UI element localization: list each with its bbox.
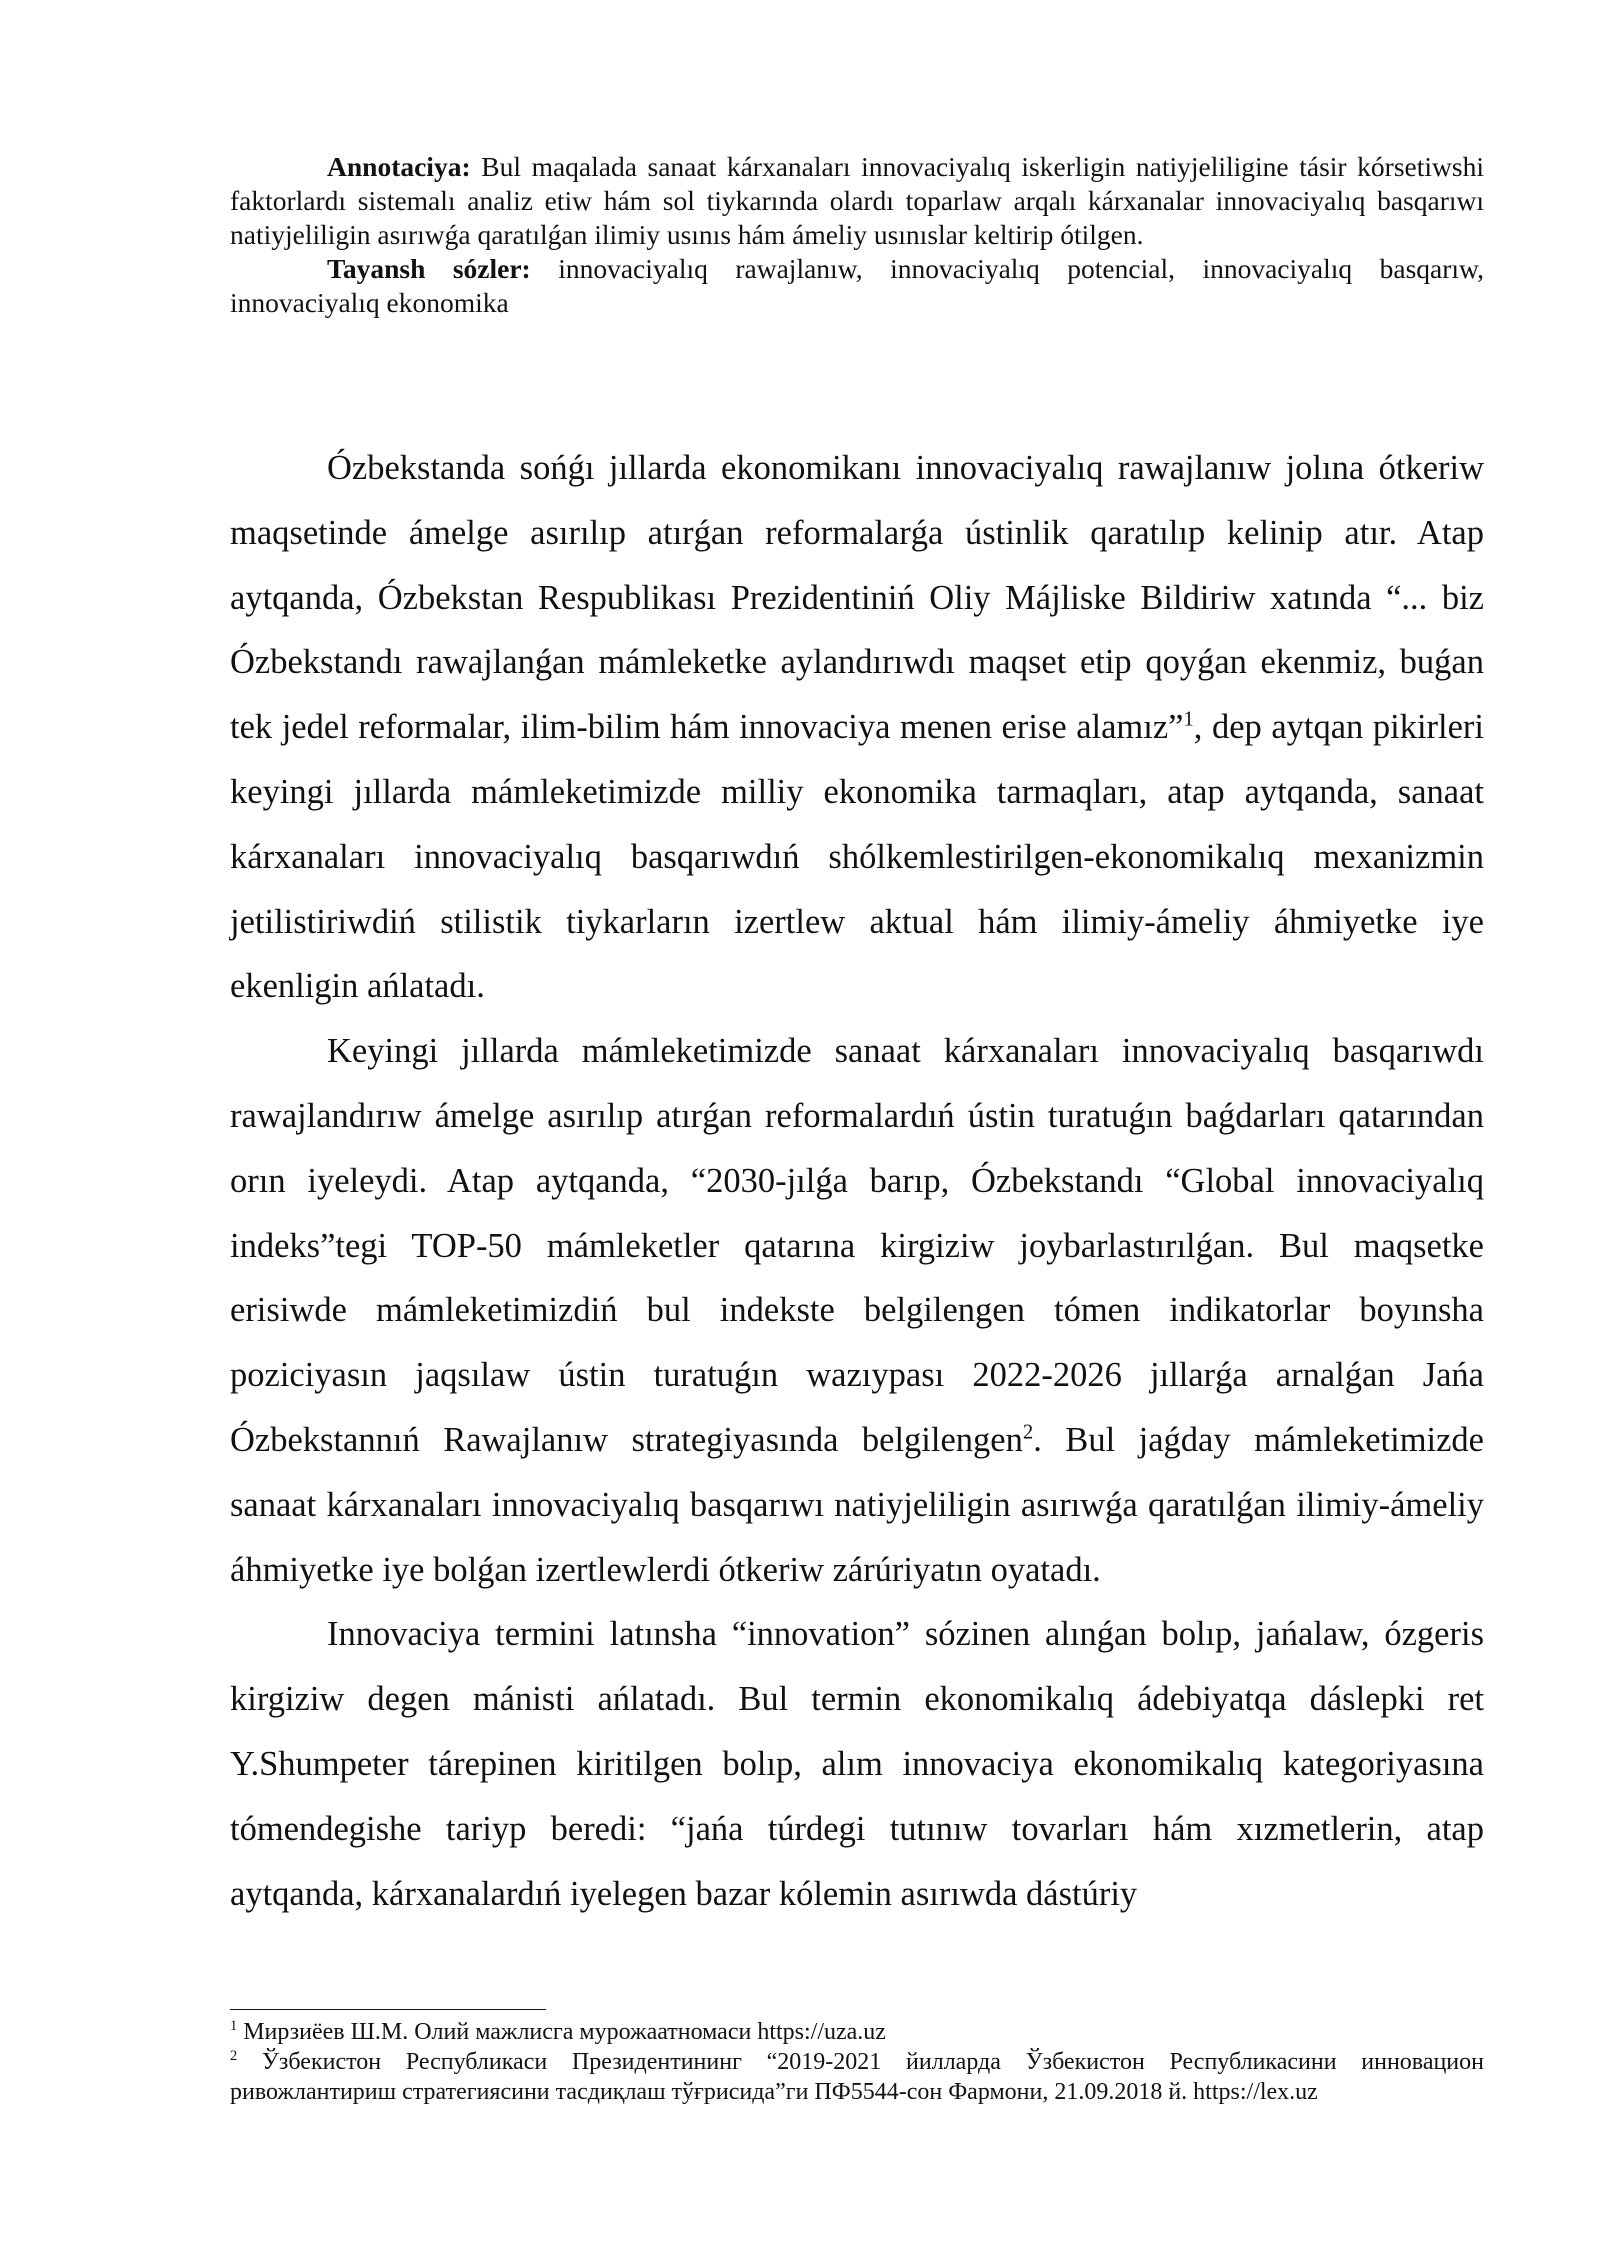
footnote-2 xyxy=(230,2047,1484,2107)
keywords-text: innovaciyalıq rawajlanıw, innovaciyalıq potencial, innovaciyalıq basqarıw, innovaciyalıq ekonomika xyxy=(230,253,1484,318)
main-body xyxy=(230,436,1484,1926)
body-paragraph-3 xyxy=(230,1602,1484,1926)
footnote-ref-1: 1 xyxy=(1183,708,1194,731)
body-paragraph-1-text-a: Ózbekstanda sońǵı jıllarda ekonomikanı innovaciyalıq rawajlanıw jolına ótkeriw maqsetinde ámelge asırılıp atırǵan reformalarǵa ústinlik qaratılıp kelinip atır. Atap aytqanda, Ózbekstan Respublikası Prezidentiniń Oliy Májliske Bildiriw xatında “... biz Ózbekstandı rawajlanǵan mámleketke aylandırıwdı maqset etip qoyǵan ekenmiz, buǵan tek jedel reformalar, ilim-bilim hám innovaciya menen erise alamız” xyxy=(230,449,1484,747)
footnotes-section xyxy=(230,2017,1484,2107)
abstract-section xyxy=(230,150,1484,320)
annotation-paragraph xyxy=(230,150,1484,252)
keywords-paragraph xyxy=(230,252,1484,320)
footnote-separator xyxy=(230,2009,546,2010)
footnote-1 xyxy=(230,2017,1484,2047)
keywords-label: Tayansh sózler: xyxy=(327,253,531,284)
footnote-2-number: 2 xyxy=(230,2048,238,2064)
body-paragraph-3-text: Innovaciya termini latınsha “innovation” sózinen alınǵan bolıp, jańalaw, ózgeris kirgiziw degen mánisti ańlatadı. Bul termin ekonomikalıq ádebiyatqa dáslepki ret Y.Shumpeter tárepinen kiritilgen bolıp, alım innovaciya ekonomikalıq kategoriyasına tómendegishe tariyp beredi: “jańa túrdegi tutınıw tovarları hám xızmetlerin, atap aytqanda, kárxanalardıń iyelegen bazar kólemin asırıwda dástúriy xyxy=(230,1615,1484,1913)
body-paragraph-1 xyxy=(230,436,1484,1019)
footnote-1-number: 1 xyxy=(230,2018,238,2034)
body-paragraph-2 xyxy=(230,1019,1484,1602)
footnote-2-text: Ўзбекистон Республикаси Президентининг “2019-2021 йилларда Ўзбекистон Республикасини инновацион ривожлантириш стратегиясини тасдиқлаш тўғрисида”ги ПФ5544-сон Фармони, 21.09.2018 й. https://lex.uz xyxy=(230,2049,1484,2105)
footnote-ref-2: 2 xyxy=(1022,1421,1034,1444)
body-paragraph-2-text-b: . Bul jaǵday mámleketimizde sanaat kárxanaları innovaciyalıq basqarıwı natiyjeliligin asırıwǵa qaratılǵan ilimiy-ámeliy áhmiyetke iye bolǵan izertlewlerdi ótkeriw zárúriyatın oyatadı. xyxy=(230,1420,1484,1589)
body-paragraph-1-text-b: , dep aytqan pikirleri keyingi jıllarda mámleketimizde milliy ekonomika tarmaqları, atap aytqanda, sanaat kárxanaları innovaciyalıq basqarıwdıń shólkemlestirilgen-ekonomikalıq mexanizmin jetilistiriwdiń stilistik tiykarların izertlew aktual hám ilimiy-ámeliy áhmiyetke iye ekenligin ańlatadı. xyxy=(230,708,1484,1006)
annotation-label: Annotaciya: xyxy=(327,151,471,182)
footnote-1-text: Мирзиёев Ш.М. Олий мажлисга мурожаатномаси https://uza.uz xyxy=(237,2019,886,2045)
body-paragraph-2-text-a: Keyingi jıllarda mámleketimizde sanaat kárxanaları innovaciyalıq basqarıwdı rawajlandırıw ámelge asırılıp atırǵan reformalardıń ústin turatuǵın baǵdarları qatarından orın iyeleydi. Atap aytqanda, “2030-jılǵa barıp, Ózbekstandı “Global innovaciyalıq indeks”tegi TOP-50 mámleketler qatarına kirgiziw joybarlastırılǵan. Bul maqsetke erisiwde mámleketimizdiń bul indekste belgilengen tómen indikatorlar boyınsha poziciyasın jaqsılaw ústin turatuǵın wazıypası 2022-2026 jıllarǵa arnalǵan Jańa Ózbekstannıń Rawajlanıw strategiyasında belgilengen xyxy=(230,1032,1484,1459)
annotation-text: Bul maqalada sanaat kárxanaları innovaciyalıq iskerligin natiyjeliligine tásir kórsetiwshi faktorlardı sistemalı analiz etiw hám sol tiykarında olardı toparlaw arqalı kárxanalar innovaciyalıq basqarıwı natiyjeliligin asırıwǵa qaratılǵan ilimiy usınıs hám ámeliy usınıslar keltirip ótilgen. xyxy=(230,151,1484,250)
